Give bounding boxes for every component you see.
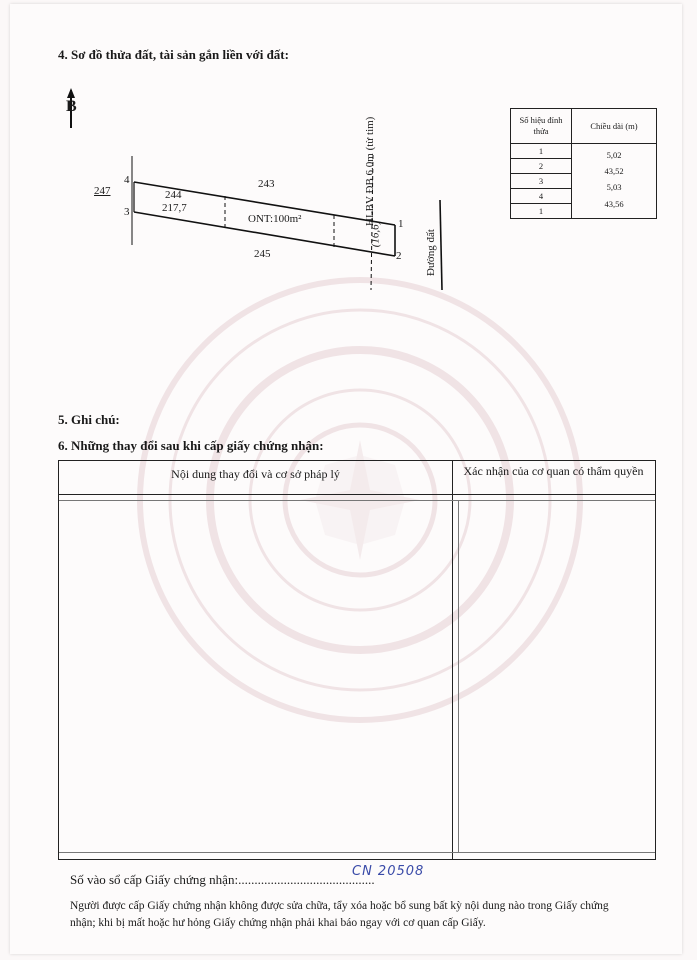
changes-inner-divider	[458, 500, 459, 853]
parcel-243-label: 243	[258, 178, 275, 190]
dim-length-value: 43,56	[604, 199, 624, 209]
road-name-label: Đường đất	[425, 229, 437, 276]
register-dots: ..........................................	[238, 872, 375, 887]
dimensions-table	[510, 108, 657, 219]
dim-length-value: 43,52	[604, 166, 624, 176]
parcel-245-label: 245	[254, 248, 271, 260]
register-line	[70, 872, 375, 888]
register-label: Số vào sổ cấp Giấy chứng nhận:	[70, 872, 239, 887]
parcel-244-label: 244	[165, 189, 182, 201]
dim-length-cell	[572, 144, 657, 219]
point-1-label: 1	[398, 218, 404, 230]
changes-header-divider	[59, 494, 655, 495]
point-2-label: 2	[396, 250, 402, 262]
section6-title: 6. Những thay đổi sau khi cấp giấy chứng nhận:	[58, 438, 324, 453]
point-4-label: 4	[124, 174, 130, 186]
section5-title: 5. Ghi chú:	[58, 412, 120, 427]
land-use-label: ONT:100m²	[248, 213, 302, 225]
changes-col1-header: Nội dung thay đổi và cơ sở pháp lý	[171, 467, 340, 481]
dim-header-length: Chiều dài (m)	[572, 109, 657, 144]
road-width-label: (16,6)	[369, 220, 382, 248]
changes-col2-header: Xác nhận của cơ quan có thẩm quyền	[463, 464, 644, 478]
dim-length-value: 5,03	[606, 182, 622, 192]
dim-point-id: 1	[511, 204, 572, 219]
north-label: B	[66, 98, 77, 115]
changes-column-divider	[452, 461, 453, 859]
changes-inner-bottom	[59, 852, 655, 853]
dim-point-id: 2	[511, 159, 572, 174]
area-label: 217,7	[162, 202, 187, 214]
section4-title: 4. Sơ đồ thửa đất, tài sản gắn liền với đất:	[58, 47, 289, 62]
parcel-247-label: 247	[94, 185, 111, 197]
changes-table	[58, 460, 656, 860]
point-3-label: 3	[124, 206, 130, 218]
register-number-handwritten: CN 20508	[352, 864, 425, 879]
dim-point-id: 1	[511, 144, 572, 159]
dim-point-id: 4	[511, 189, 572, 204]
dim-length-value: 5,02	[606, 150, 622, 160]
dim-header-point: Số hiệu đỉnh thửa	[511, 109, 572, 144]
changes-inner-border	[59, 500, 655, 501]
certificate-note: Người được cấp Giấy chứng nhận không được sửa chữa, tẩy xóa hoặc bổ sung bất kỳ nội dung nào trong Giấy chứng nhận; khi bị mất hoặc hư hỏng Giấy chứng nhận phải khai báo ngay với cơ quan cấp Giấy.	[70, 900, 609, 929]
dim-point-id: 3	[511, 174, 572, 189]
road-boundary-label: HLBV ĐB 6.0m (từ tim)	[364, 116, 376, 226]
